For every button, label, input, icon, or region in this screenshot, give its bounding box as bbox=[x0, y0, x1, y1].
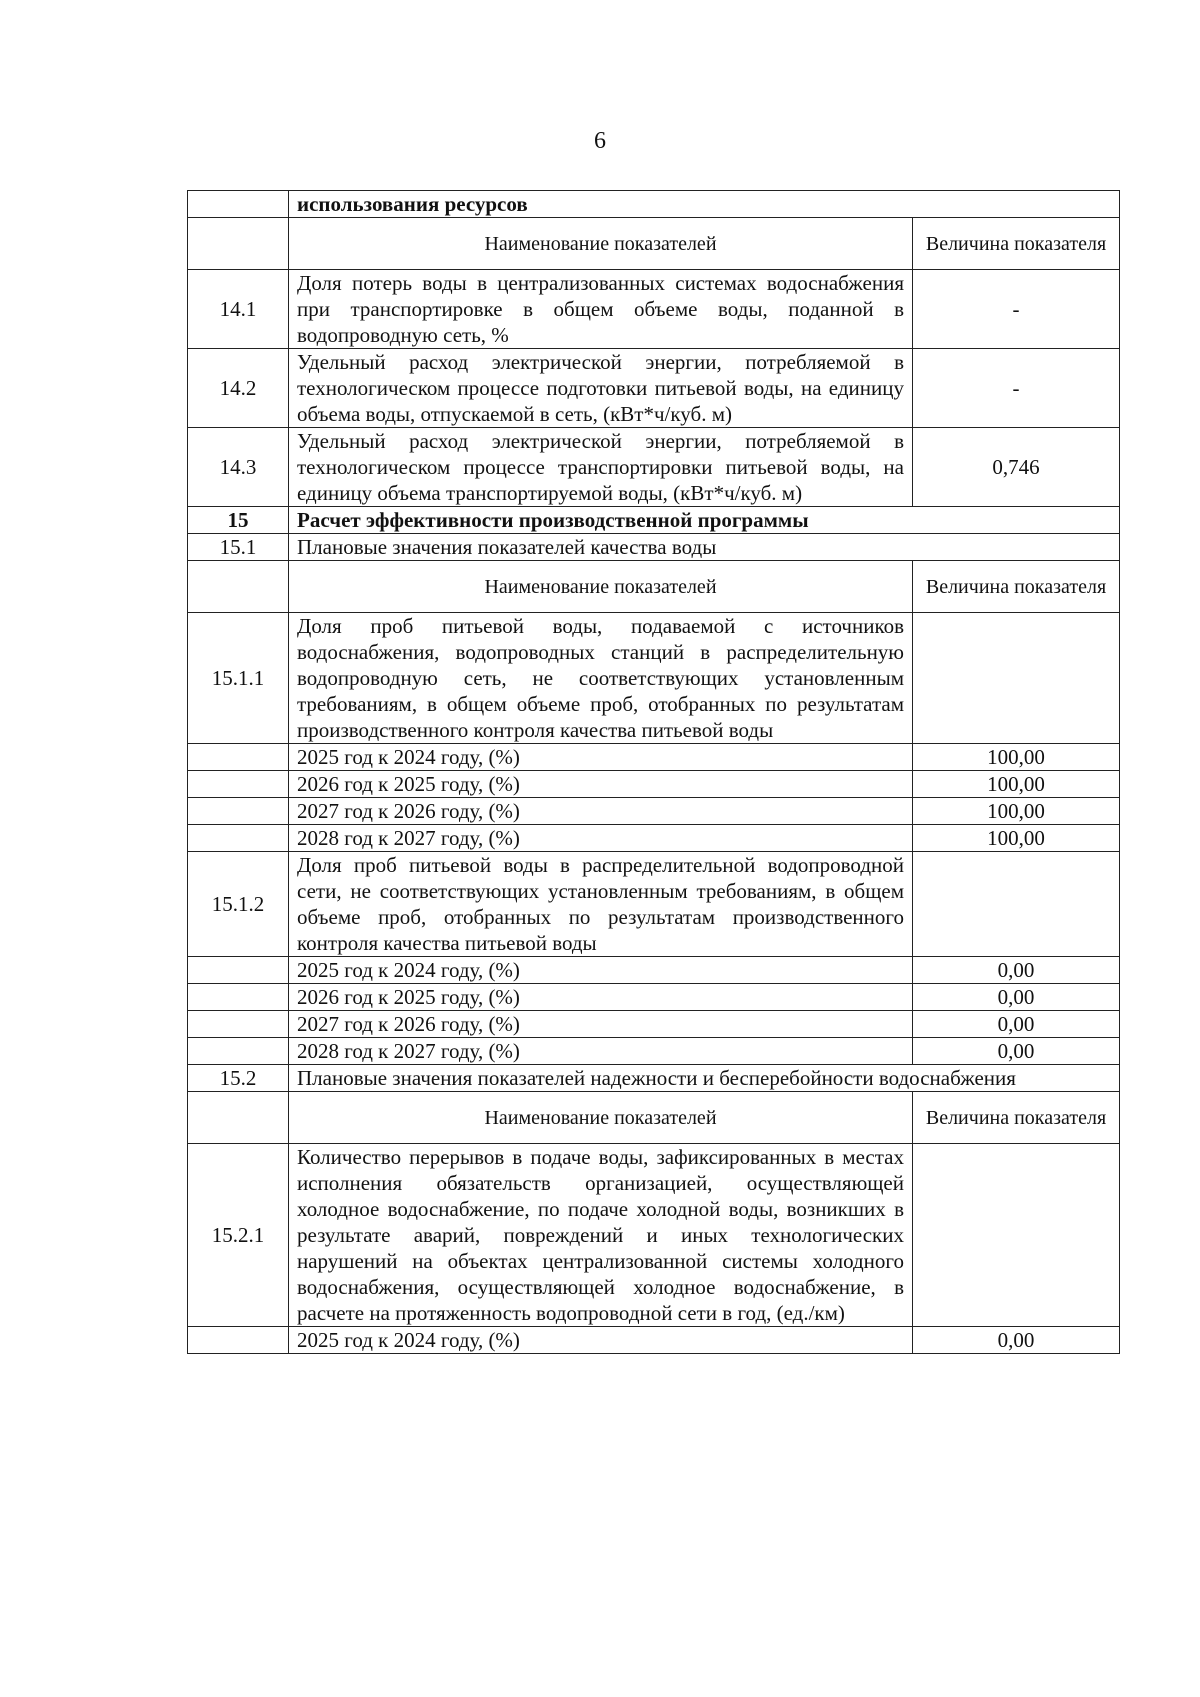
table-row bbox=[188, 771, 1120, 798]
table-row bbox=[188, 798, 1120, 825]
column-header-value: Величина показателя bbox=[913, 561, 1120, 613]
row-number-cell: 14.2 bbox=[188, 349, 289, 428]
column-header-value: Величина показателя bbox=[913, 218, 1120, 270]
indicator-value-cell: 100,00 bbox=[913, 798, 1120, 825]
table-row bbox=[188, 1144, 1120, 1327]
table-row bbox=[188, 984, 1120, 1011]
indicator-value-cell: 100,00 bbox=[913, 744, 1120, 771]
row-number-cell bbox=[188, 561, 289, 613]
year-label-cell: 2027 год к 2026 году, (%) bbox=[289, 1011, 913, 1038]
section-title-cell: использования ресурсов bbox=[289, 191, 1120, 218]
year-label-cell: 2028 год к 2027 году, (%) bbox=[289, 1038, 913, 1065]
year-label-cell: 2025 год к 2024 году, (%) bbox=[289, 957, 913, 984]
indicator-value-cell: 0,00 bbox=[913, 1327, 1120, 1354]
year-label-cell: 2028 год к 2027 году, (%) bbox=[289, 825, 913, 852]
row-number-cell bbox=[188, 798, 289, 825]
table-row bbox=[188, 825, 1120, 852]
row-number-cell: 15.1.1 bbox=[188, 613, 289, 744]
table-row bbox=[188, 1327, 1120, 1354]
indicator-name-cell: Доля потерь воды в централизованных системах водоснабжения при транспортировке в общем объеме воды, поданной в водопроводную сеть, % bbox=[289, 270, 913, 349]
year-label-cell: 2026 год к 2025 году, (%) bbox=[289, 771, 913, 798]
table-row bbox=[188, 428, 1120, 507]
indicator-value-cell: 0,00 bbox=[913, 984, 1120, 1011]
row-number-cell: 15.1.2 bbox=[188, 852, 289, 957]
section-title-cell: Плановые значения показателей качества воды bbox=[289, 534, 1120, 561]
column-header-name: Наименование показателей bbox=[289, 561, 913, 613]
table-row bbox=[188, 1038, 1120, 1065]
table-row bbox=[188, 1065, 1120, 1092]
indicator-name-cell: Удельный расход электрической энергии, потребляемой в технологическом процессе подготовки питьевой воды, на единицу объема воды, отпускаемой в сеть, (кВт*ч/куб. м) bbox=[289, 349, 913, 428]
indicator-name-cell: Удельный расход электрической энергии, потребляемой в технологическом процессе транспортировки питьевой воды, на единицу объема транспортируемой воды, (кВт*ч/куб. м) bbox=[289, 428, 913, 507]
year-label-cell: 2025 год к 2024 году, (%) bbox=[289, 1327, 913, 1354]
year-label-cell: 2026 год к 2025 году, (%) bbox=[289, 984, 913, 1011]
row-number-cell bbox=[188, 771, 289, 798]
table-row bbox=[188, 1092, 1120, 1144]
table-row bbox=[188, 613, 1120, 744]
row-number-cell bbox=[188, 218, 289, 270]
row-number-cell bbox=[188, 984, 289, 1011]
row-number-cell bbox=[188, 1038, 289, 1065]
indicator-value-cell: 100,00 bbox=[913, 825, 1120, 852]
year-label-cell: 2025 год к 2024 году, (%) bbox=[289, 744, 913, 771]
indicator-value-cell bbox=[913, 852, 1120, 957]
indicator-name-cell: Доля проб питьевой воды, подаваемой с источников водоснабжения, водопроводных станций в распределительную водопроводную сеть, не соответствующих установленным требованиям, в общем объеме проб, отобранных по результатам производственного контроля качества питьевой воды bbox=[289, 613, 913, 744]
indicator-name-cell: Доля проб питьевой воды в распределительной водопроводной сети, не соответствующих установленным требованиям, в общем объеме проб, отобранных по результатам производственного контроля качества питьевой воды bbox=[289, 852, 913, 957]
row-number-cell: 15.2 bbox=[188, 1065, 289, 1092]
row-number-cell bbox=[188, 957, 289, 984]
indicator-value-cell: 0,00 bbox=[913, 1011, 1120, 1038]
table-row bbox=[188, 218, 1120, 270]
indicator-value-cell bbox=[913, 613, 1120, 744]
table-row bbox=[188, 507, 1120, 534]
section-title-cell: Расчет эффективности производственной программы bbox=[289, 507, 1120, 534]
row-number-cell bbox=[188, 191, 289, 218]
row-number-cell bbox=[188, 825, 289, 852]
indicators-table-body bbox=[188, 191, 1120, 1354]
indicator-value-cell: 0,00 bbox=[913, 1038, 1120, 1065]
row-number-cell: 14.3 bbox=[188, 428, 289, 507]
indicator-value-cell bbox=[913, 1144, 1120, 1327]
table-row bbox=[188, 1011, 1120, 1038]
table-row bbox=[188, 744, 1120, 771]
row-number-cell bbox=[188, 744, 289, 771]
indicator-value-cell: - bbox=[913, 270, 1120, 349]
indicator-value-cell: - bbox=[913, 349, 1120, 428]
table-row bbox=[188, 270, 1120, 349]
row-number-cell bbox=[188, 1011, 289, 1038]
row-number-cell bbox=[188, 1092, 289, 1144]
row-number-cell: 15.1 bbox=[188, 534, 289, 561]
column-header-name: Наименование показателей bbox=[289, 1092, 913, 1144]
row-number-cell: 15.2.1 bbox=[188, 1144, 289, 1327]
page-number: 6 bbox=[594, 128, 606, 154]
table-row bbox=[188, 561, 1120, 613]
indicator-value-cell: 100,00 bbox=[913, 771, 1120, 798]
table-row bbox=[188, 349, 1120, 428]
indicator-value-cell: 0,746 bbox=[913, 428, 1120, 507]
table-row bbox=[188, 191, 1120, 218]
row-number-cell: 14.1 bbox=[188, 270, 289, 349]
table-row bbox=[188, 534, 1120, 561]
indicators-table bbox=[187, 190, 1120, 1354]
indicator-name-cell: Количество перерывов в подаче воды, зафиксированных в местах исполнения обязательств организацией, осуществляющей холодное водоснабжение, по подаче холодной воды, возникших в результате аварий, повреждений и иных технологических нарушений на объектах централизованной системы холодного водоснабжения, осуществляющей холодное водоснабжение, в расчете на протяженность водопроводной сети в год, (ед./км) bbox=[289, 1144, 913, 1327]
indicator-value-cell: 0,00 bbox=[913, 957, 1120, 984]
table-row bbox=[188, 957, 1120, 984]
row-number-cell bbox=[188, 1327, 289, 1354]
table-row bbox=[188, 852, 1120, 957]
section-title-cell: Плановые значения показателей надежности и бесперебойности водоснабжения bbox=[289, 1065, 1120, 1092]
row-number-cell: 15 bbox=[188, 507, 289, 534]
column-header-value: Величина показателя bbox=[913, 1092, 1120, 1144]
year-label-cell: 2027 год к 2026 году, (%) bbox=[289, 798, 913, 825]
column-header-name: Наименование показателей bbox=[289, 218, 913, 270]
